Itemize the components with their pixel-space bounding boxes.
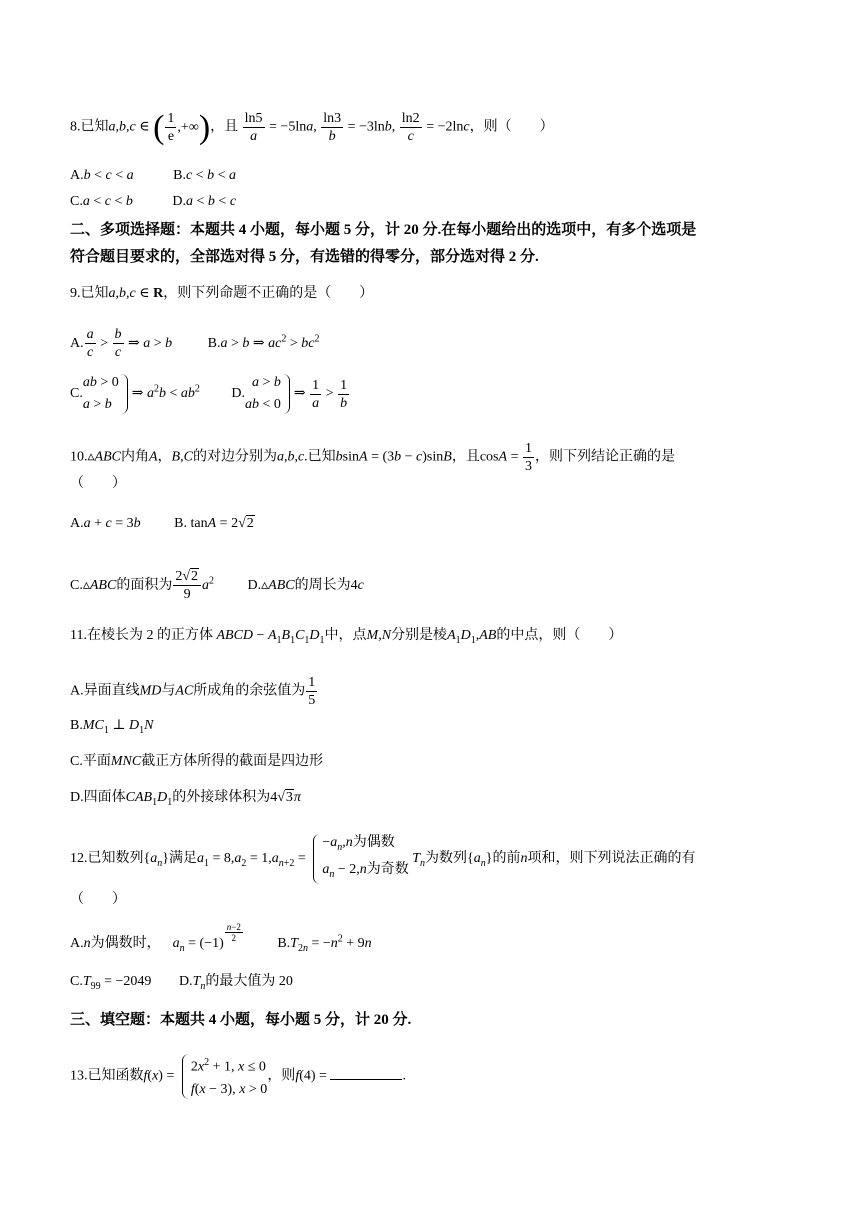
question-8-options-ab [70,166,236,186]
option-a[interactable]: A.b < c < a [70,168,134,183]
question-number: 8. [70,119,81,135]
question-11-option-b[interactable]: $B.MC_1$ ⊥ $D_1N$ [70,718,154,736]
option-d[interactable]: D.▵ABC的周长为4c [247,577,364,593]
section-2-heading-cont: 符合题目要求的，全部选对得 5 分，有选错的得零分，部分选对得 2 分. [70,249,539,265]
question-10-options-ab [70,514,255,534]
question-10-options-cd [70,568,364,603]
option-d[interactable]: D. a > b ab < 0 ⇒ $\frac{1}{a}$ > $\frac{1}{b}$ [231,375,348,412]
option-b[interactable]: $B.T_{2n} = -n^2 + 9n$ [277,933,372,954]
question-10-paren: （ ） [70,476,126,491]
section-2-heading: 二、多项选择题：本题共 4 小题，每小题 5 分，计 20 分.在每小题给出的选项中，有多个选项是 [70,222,697,238]
question-9-options-ab [70,326,320,361]
question-11-option-a[interactable]: A.异面直线MD与AC所成角的余弦值为 $\frac{1}{5}$ [70,675,316,708]
question-12-options-cd [70,972,293,997]
section-3-heading: 三、填空题：本题共 4 小题，每小题 5 分，计 20 分. [70,1012,412,1028]
question-12-options-ab [70,922,372,958]
option-c[interactable]: C. ab > 0 a > b ⇒ $a^2b < ab^2$ [70,375,200,412]
option-c[interactable]: C.a < c < b [70,194,133,209]
question-12-stem: 12.已知数列$\{a_n\}$满足$a_1 = 8,a_2 = 1,a_{n+2}$ = $-a_n,n$为偶数 $a_n - 2,n$为奇数 $T_n$为数列$\{a_n\}$的前n项和，则下列说法正确的有 [70,832,696,886]
option-c[interactable]: $C.T_{99} = -2049$ [70,974,152,992]
question-11-option-d[interactable]: D.四面体$CAB_1D_1$的外接球体积为4√3π [70,790,301,808]
question-13-stem: 13.已知函数f(x) = $2x^2 + 1$, x ≤ 0 f(x − 3), x > 0 ，则f(4) = . [70,1052,406,1101]
question-8-stem: 8.已知a,b,c ∈ ( $\frac{1}{e}$ ,+∞ ) ，且 $\frac{\ln 5}{a}$ = −5lna, $\frac{\ln 3}{b}$ = −3lnb, $\frac{\ln 2}{c}$ = −2lnc，则（ ） [70,108,554,146]
option-d[interactable]: D.a < b < c [172,194,237,209]
option-a[interactable]: A.a + c = 3b [70,516,141,531]
question-9-options-cd [70,372,350,416]
option-b[interactable]: B. tanA = 2√2 [174,516,254,531]
option-b[interactable]: B.c < b < a [173,168,237,183]
option-d[interactable]: $D.T_n$的最大值为 20 [178,974,293,992]
question-9-stem: 9.已知a,b,c ∈ R，则下列命题不正确的是（ ） [70,286,374,301]
option-b[interactable]: B.a > b ⇒ $ac^2 > bc^2$ [207,333,320,351]
question-10-stem: 10.▵ABC内角A，B,C的对边分别为a,b,c.已知bsinA = (3b − c)sinB，且cosA = $\frac{1}{3}$ ，则下列结论正确的是 [70,441,675,474]
question-12-paren: （ ） [70,892,126,907]
answer-blank[interactable] [330,1079,402,1080]
option-c[interactable]: C.▵ABC的面积为 $\frac{2√2}{9}$ $a^2$ [70,569,215,602]
option-a[interactable]: A. $\frac{a}{c}$ > $\frac{b}{c}$ ⇒ a > b [70,327,173,360]
option-a[interactable]: A.n为偶数时， $a_n = (-1)$ $^{\frac{n-2}{2}}$ [70,922,241,954]
question-11-option-c[interactable]: C.平面MNC截正方体所得的截面是四边形 [70,754,324,769]
question-11-stem: 11.在棱长为 2 的正方体 ABCD − $A_1B_1C_1D_1$中，点M,N分别是棱$A_1D_1,AB$的中点，则（ ） [70,628,623,646]
question-8-options-cd [70,192,236,212]
